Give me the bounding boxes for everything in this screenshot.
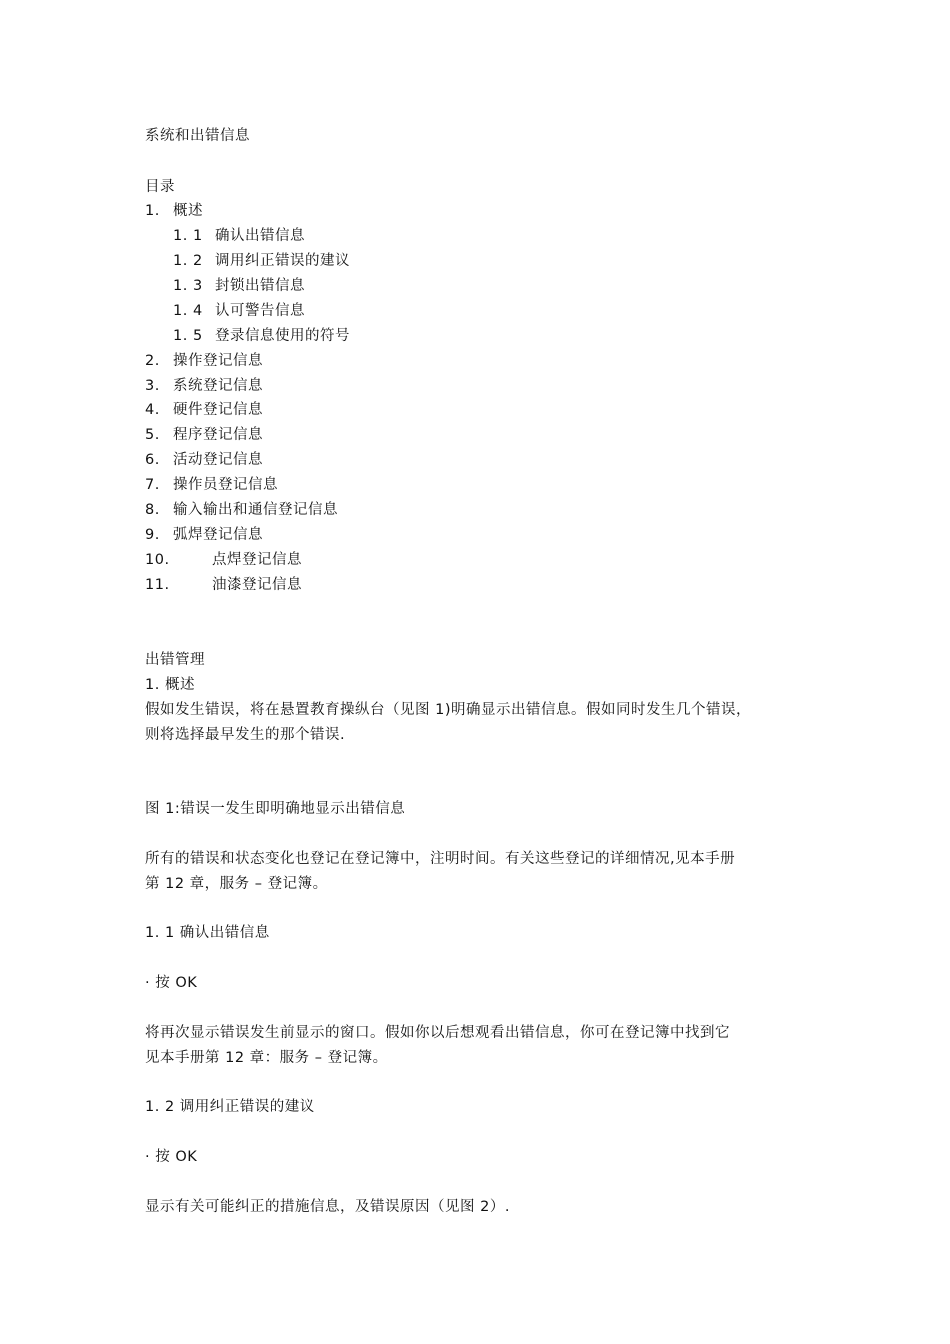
paragraph-line: 将再次显示错误发生前显示的窗口。假如你以后想观看出错信息，你可在登记簿中找到它 [145, 1025, 730, 1041]
toc-item: 1. 5 登录信息使用的符号 [173, 328, 350, 344]
paragraph-line: 假如发生错误，将在悬置教育操纵台（见图 1)明确显示出错信息。假如同时发生几个错误， [145, 702, 751, 718]
toc-item: 1. 概述 [145, 203, 203, 219]
toc-item: 3. 系统登记信息 [145, 378, 263, 394]
bullet-item: · 按 OK [145, 975, 198, 991]
toc-item: 1. 1 确认出错信息 [173, 228, 305, 244]
bullet-item: · 按 OK [145, 1149, 198, 1165]
figure-caption: 图 1:错误一发生即明确地显示出错信息 [145, 801, 406, 817]
subsection-heading: 1. 1 确认出错信息 [145, 925, 270, 941]
toc-item: 1. 4 认可警告信息 [173, 303, 305, 319]
toc-item: 1. 3 封锁出错信息 [173, 278, 305, 294]
toc-item: 1. 2 调用纠正错误的建议 [173, 253, 350, 269]
toc-item: 2. 操作登记信息 [145, 353, 263, 369]
paragraph-line: 所有的错误和状态变化也登记在登记簿中，注明时间。有关这些登记的详细情况,见本手册 [145, 851, 736, 867]
subsection-heading: 1. 2 调用纠正错误的建议 [145, 1099, 315, 1115]
toc-item: 6. 活动登记信息 [145, 452, 263, 468]
toc-item: 11. 油漆登记信息 [145, 577, 302, 593]
paragraph-line: 显示有关可能纠正的措施信息，及错误原因（见图 2）. [145, 1199, 510, 1215]
paragraph-line: 见本手册第 12 章：服务 – 登记簿。 [145, 1050, 388, 1066]
toc-item: 9. 弧焊登记信息 [145, 527, 263, 543]
toc-heading: 目录 [145, 179, 175, 195]
overview-heading: 1. 概述 [145, 677, 195, 693]
section-heading: 出错管理 [145, 652, 205, 668]
document-title: 系统和出错信息 [145, 128, 250, 144]
toc-item: 10. 点焊登记信息 [145, 552, 302, 568]
toc-item: 4. 硬件登记信息 [145, 402, 263, 418]
toc-item: 8. 输入输出和通信登记信息 [145, 502, 338, 518]
toc-item: 7. 操作员登记信息 [145, 477, 278, 493]
paragraph-line: 则将选择最早发生的那个错误. [145, 727, 346, 743]
toc-item: 5. 程序登记信息 [145, 427, 263, 443]
paragraph-line: 第 12 章，服务 – 登记簿。 [145, 876, 328, 892]
